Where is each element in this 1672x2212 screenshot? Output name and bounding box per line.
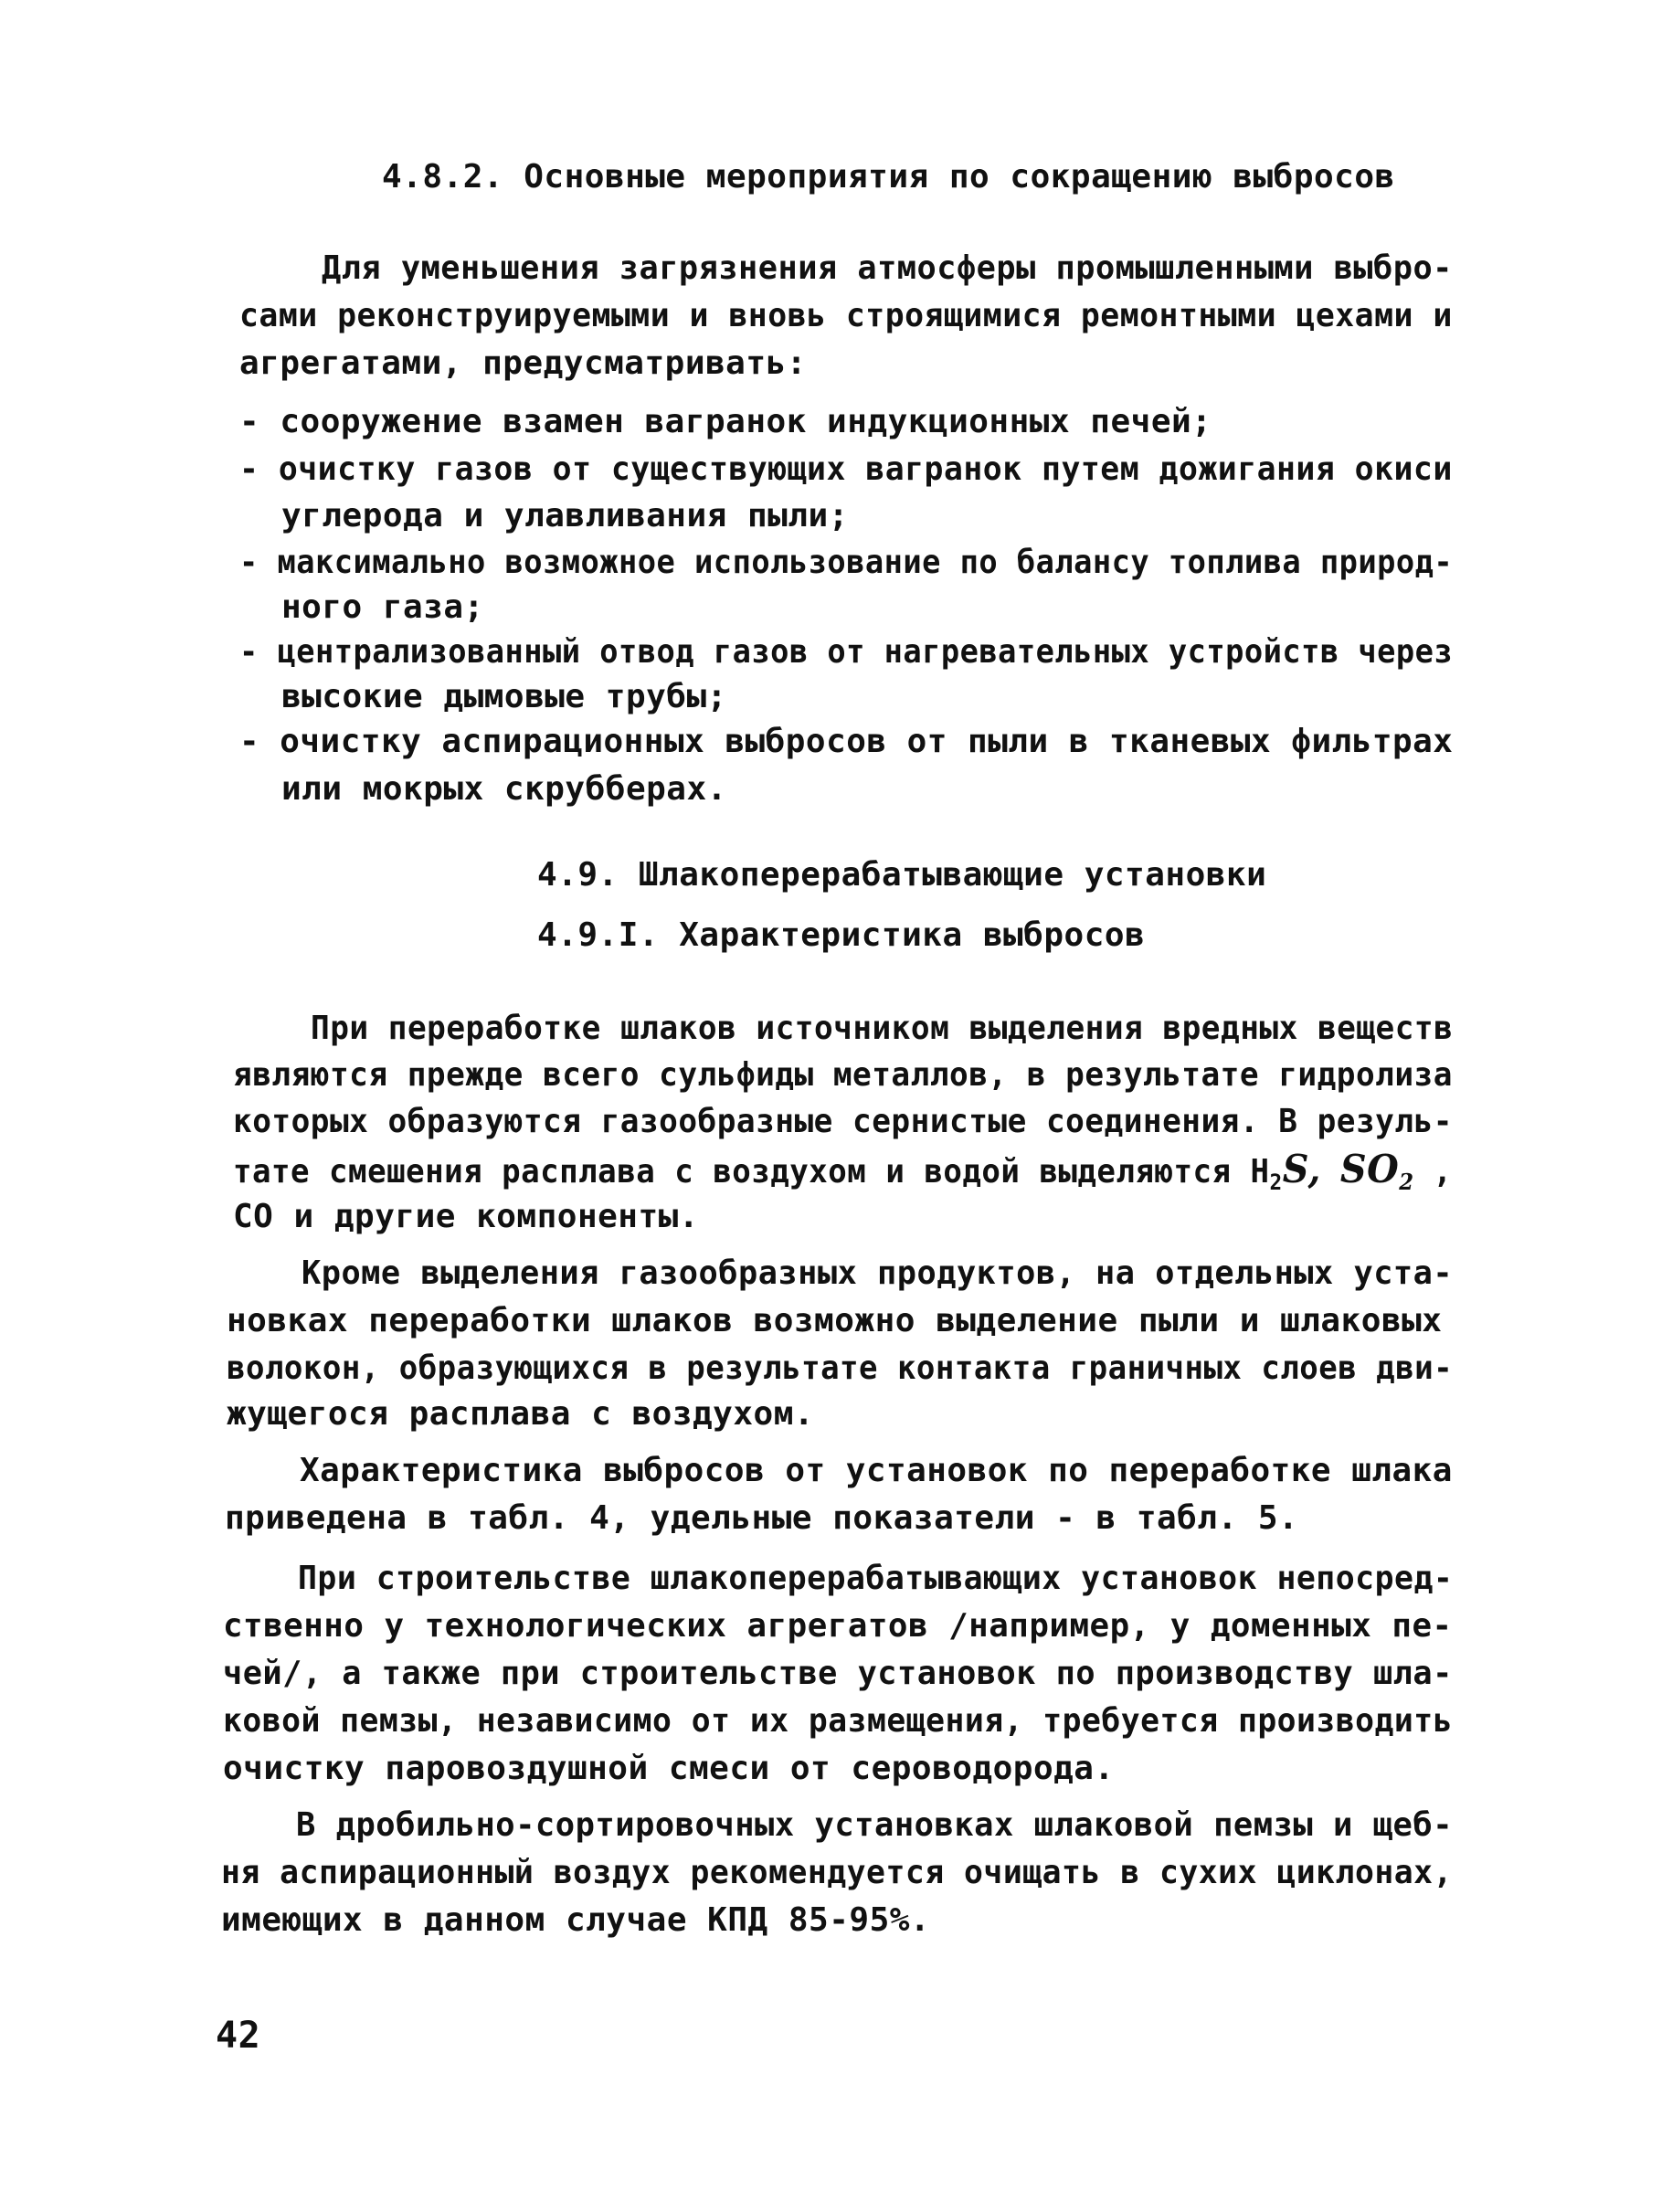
page-number: 42 [216,2015,261,2057]
p5-line-1: В дробильно-сортировочных установках шлаковой пемзы и щеб- [296,1806,1454,1844]
p1-line-3: которых образуются газообразные сернистые соединения. В резуль- [233,1103,1453,1140]
p1-line-5: СО и другие компоненты. [233,1198,699,1235]
list-item-2: - очистку газов от существующих вагранок путем дожигания окиси [239,450,1453,488]
list-item-3: - максимально возможное использование по балансу топлива природ- [239,544,1454,581]
intro-line-3: агрегатами, предусматривать: [239,344,807,382]
p4-line-2: ственно у технологических агрегатов /например, у доменных пе- [223,1607,1453,1645]
formula-comma: , [1433,1153,1453,1191]
section-4-9-heading: 4.9. Шлакоперерабатывающие установки [537,856,1267,894]
section-4-8-2-heading: 4.8.2. Основные мероприятия по сокращению выбросов [382,158,1395,196]
list-item-4-cont: высокие дымовые трубы; [281,678,727,715]
p4-line-4: ковой пемзы, независимо от их размещения, требуется производить [223,1702,1453,1740]
list-item-2-cont: углерода и улавливания пыли; [281,497,849,534]
formula-h: H [1250,1153,1270,1191]
p3-line-1: Характеристика выбросов от установок по переработке шлака [300,1452,1453,1489]
chemical-formula [1250,1147,1453,1195]
p1-line-1: При переработке шлаков источником выделения вредных веществ [311,1010,1454,1047]
list-item-3-cont: ного газа; [281,588,484,626]
section-4-9-1-heading: 4.9.I. Характеристика выбросов [537,916,1146,954]
p1-line-2: являются прежде всего сульфиды металлов, в результате гидролиза [233,1056,1453,1094]
intro-line-1: Для уменьшения загрязнения атмосферы промышленными выбро- [322,249,1453,287]
formula-so: SO [1339,1147,1400,1191]
list-item-1: - сооружение взамен вагранок индукционных печей; [239,403,1212,440]
formula-h-sub: 2 [1269,1170,1283,1195]
formula-so-sub: 2 [1399,1169,1414,1195]
p5-line-2: ня аспирационный воздух рекомендуется очищать в сухих циклонах, [221,1854,1453,1891]
list-item-5-cont: или мокрых скрубберах. [281,770,727,808]
formula-s: S, [1282,1147,1321,1191]
p1-line-4-text: тате смешения расплава с воздухом и водой выделяются [233,1153,1232,1191]
list-item-4: - централизованный отвод газов от нагревательных устройств через [239,633,1454,671]
p4-line-5: очистку паровоздушной смеси от сероводорода. [223,1750,1115,1787]
p1-line-4 [233,1147,1453,1195]
p5-line-3: имеющих в данном случае КПД 85-95%. [221,1901,931,1939]
p2-line-2: новках переработки шлаков возможно выделение пыли и шлаковых [227,1302,1443,1339]
p2-line-1: Кроме выделения газообразных продуктов, на отдельных уста- [302,1254,1454,1292]
p2-line-3: волокон, образующихся в результате контакта граничных слоев дви- [227,1349,1454,1387]
intro-line-2: сами реконструируемыми и вновь строящимися ремонтными цехами и [239,297,1453,334]
p2-line-4: жущегося расплава с воздухом. [227,1395,815,1433]
p3-line-2: приведена в табл. 4, удельные показатели - в табл. 5. [225,1499,1299,1537]
p4-line-1: При строительстве шлакоперерабатывающих установок непосред- [298,1560,1454,1597]
p4-line-3: чей/, а также при строительстве установок по производству шла- [223,1655,1453,1692]
list-item-5: - очистку аспирационных выбросов от пыли в тканевых фильтрах [239,723,1454,760]
